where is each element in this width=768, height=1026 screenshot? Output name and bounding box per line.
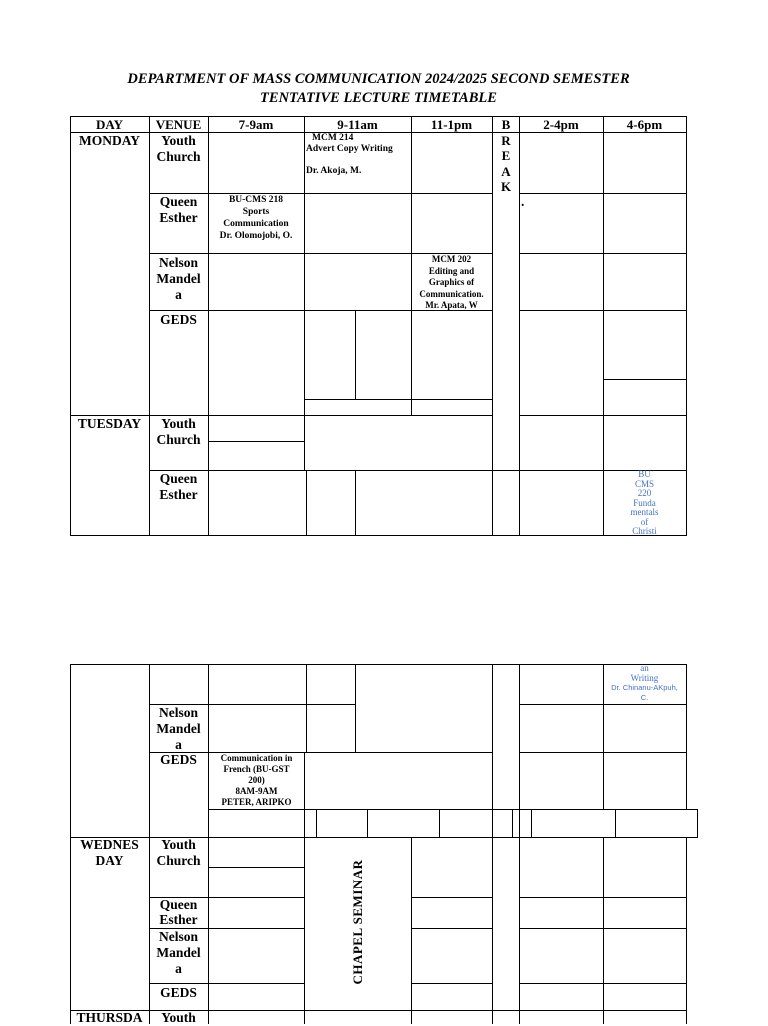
venue-nelson-mandela — [149, 705, 208, 753]
venue-line: Nelson — [158, 255, 198, 270]
venue-queen-esther — [149, 471, 208, 503]
venue-line: Nelson — [158, 929, 198, 944]
break-letter: R — [501, 132, 511, 148]
course-code: MCM 202 — [431, 254, 472, 264]
course-line: mentals — [630, 507, 659, 517]
course-cms218 — [208, 194, 304, 242]
venue-line: Church — [156, 853, 201, 868]
header-4-6pm: 4-6pm — [626, 117, 663, 132]
chapel-seminar-label: CHAPEL SEMINAR — [350, 859, 365, 985]
course-gst200 — [208, 753, 305, 808]
course-line: French (BU-GST — [223, 764, 290, 774]
course-lecturer: Mr. Apata, W — [425, 300, 478, 310]
course-lecturer: Dr. Olomojobi, O. — [219, 231, 293, 241]
course-lecturer: C. — [640, 692, 649, 702]
course-line: PETER, ARIPKO — [221, 797, 292, 807]
venue-line: Mandel — [156, 945, 201, 960]
day-wednesday-line-2: DAY — [95, 853, 124, 868]
day-wednesday — [70, 837, 149, 869]
course-title: Graphics of — [428, 277, 475, 287]
venue-youth: Youth — [161, 1010, 196, 1025]
header-day: DAY — [96, 117, 123, 132]
venue-youth-church — [149, 837, 208, 869]
venue-line: Mandel — [156, 721, 201, 736]
course-cms220 — [603, 470, 686, 537]
break-letter: B — [501, 117, 511, 132]
course-title: Advert Copy Writing — [306, 144, 393, 154]
venue-youth-church — [149, 133, 208, 165]
venue-line: Youth — [161, 416, 196, 431]
venue-nelson-mandela — [149, 929, 208, 977]
venue-line: Mandel — [156, 271, 201, 286]
venue-queen-esther — [149, 897, 208, 927]
course-title: Communication. — [419, 288, 484, 299]
course-line: BU — [638, 469, 651, 479]
break-letter: A — [501, 163, 511, 179]
venue-line: Queen — [159, 471, 198, 486]
header-venue: VENUE — [155, 117, 202, 132]
title-line-1: DEPARTMENT OF MASS COMMUNICATION 2024/2025 SECOND SEMESTER — [127, 71, 630, 87]
course-cms220-continued — [603, 664, 686, 702]
course-line: CMS — [634, 478, 654, 489]
day-monday: MONDAY — [78, 133, 140, 148]
course-line: Communication in — [220, 753, 293, 763]
header-2-4pm: 2-4pm — [543, 117, 579, 132]
course-lecturer: Dr. Chinanu-AKpuh, — [611, 683, 678, 692]
venue-line: Nelson — [158, 705, 198, 720]
course-title: Editing and — [428, 265, 475, 276]
venue-nelson-mandela — [149, 255, 208, 303]
course-line: Christi — [632, 526, 657, 536]
header-7-9am: 7-9am — [238, 117, 274, 132]
day-wednesday-line-1: WEDNES — [80, 837, 139, 852]
course-code: MCM 214 — [312, 133, 354, 143]
course-line: 8AM-9AM — [235, 786, 278, 796]
day-tuesday: TUESDAY — [77, 416, 142, 431]
course-line: an — [640, 663, 649, 673]
course-lecturer: Dr. Akoja, M. — [306, 166, 362, 176]
venue-queen-esther — [149, 194, 208, 226]
course-mcm214 — [306, 133, 411, 177]
break-letter: E — [501, 148, 511, 163]
day-thursday: THURSDA — [76, 1010, 143, 1025]
course-line: 200) — [248, 775, 265, 785]
venue-youth-church — [149, 416, 208, 448]
venue-line: Church — [156, 149, 201, 164]
course-line: of — [640, 516, 649, 527]
course-line: Funda — [633, 497, 656, 508]
break-letter: K — [500, 179, 512, 194]
venue-line: Queen — [159, 897, 198, 912]
course-title: Sports — [242, 207, 270, 217]
header-9-11am: 9-11am — [337, 117, 378, 132]
course-line: 220 — [637, 488, 652, 498]
venue-geds: GEDS — [160, 985, 197, 1000]
venue-line: Esther — [159, 912, 198, 927]
course-line: Writing — [630, 672, 659, 683]
venue-line: Esther — [159, 210, 198, 225]
venue-line: a — [175, 287, 182, 302]
venue-line: Youth — [161, 837, 196, 852]
venue-line: a — [175, 961, 182, 976]
title-line-2: TENTATIVE LECTURE TIMETABLE — [260, 90, 497, 106]
venue-line: Youth — [161, 133, 196, 148]
venue-line: a — [175, 737, 182, 752]
venue-line: Esther — [159, 487, 198, 502]
venue-geds: GEDS — [160, 312, 197, 327]
header-11-1pm: 11-1pm — [430, 117, 473, 132]
venue-geds: GEDS — [160, 752, 197, 767]
venue-line: Church — [156, 432, 201, 447]
course-mcm202 — [411, 254, 492, 312]
break-label — [493, 117, 519, 195]
dot-mark: . — [521, 194, 525, 209]
venue-line: Queen — [159, 194, 198, 209]
course-code: BU-CMS 218 — [228, 195, 284, 205]
course-title: Communication — [223, 219, 289, 229]
